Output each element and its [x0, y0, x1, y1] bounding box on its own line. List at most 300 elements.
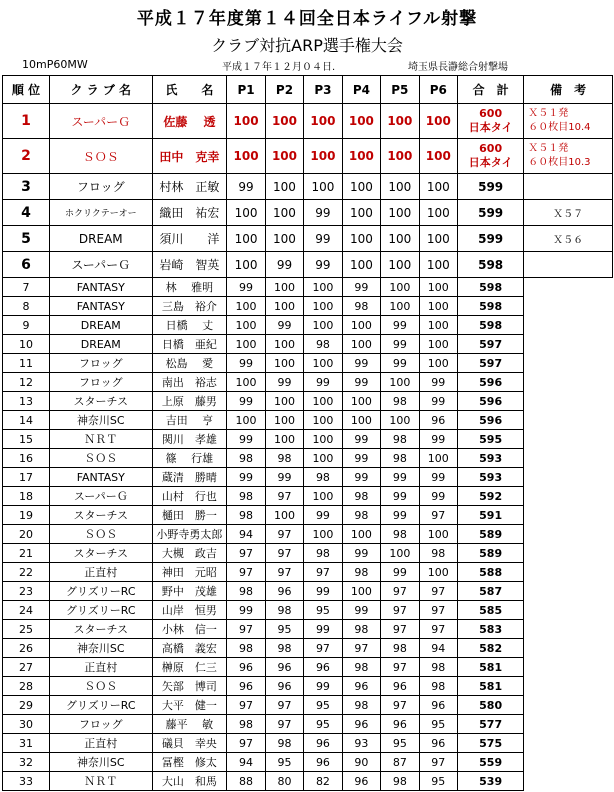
score-cell-p6: 100	[419, 449, 457, 468]
score-cell-p1: 94	[227, 525, 265, 544]
total-cell: 598	[458, 252, 524, 278]
note-cell	[524, 430, 613, 449]
total-cell: 575	[458, 734, 524, 753]
score-cell-p4: 100	[342, 104, 380, 139]
score-cell-p1: 97	[227, 696, 265, 715]
score-cell-p2: 100	[265, 411, 303, 430]
score-cell-p6: 99	[419, 468, 457, 487]
rank-cell: 21	[3, 544, 50, 563]
club-cell: グリズリーRC	[50, 696, 153, 715]
name-cell: 林 雅明	[152, 278, 227, 297]
score-cell-p6: 98	[419, 658, 457, 677]
club-cell: 神奈川SC	[50, 639, 153, 658]
club-cell: フロッグ	[50, 354, 153, 373]
event-venue: 埼玉県長瀞総合射撃場	[408, 62, 508, 73]
table-row	[3, 252, 613, 278]
table-row	[3, 658, 613, 677]
score-cell-p1: 98	[227, 449, 265, 468]
rank-cell: 23	[3, 582, 50, 601]
total-cell: 581	[458, 658, 524, 677]
table-row	[3, 753, 613, 772]
note-cell	[524, 139, 613, 174]
note-cell	[524, 411, 613, 430]
score-cell-p1: 100	[227, 252, 265, 278]
score-cell-p6: 100	[419, 174, 457, 200]
club-cell: フロッグ	[50, 373, 153, 392]
rank-cell: 17	[3, 468, 50, 487]
name-cell: 蔵清 勝晴	[152, 468, 227, 487]
rank-cell: 18	[3, 487, 50, 506]
rank-cell: 13	[3, 392, 50, 411]
score-cell-p6: 100	[419, 563, 457, 582]
total-cell: 587	[458, 582, 524, 601]
note-cell	[524, 487, 613, 506]
score-cell-p2: 98	[265, 734, 303, 753]
total-cell: 595	[458, 430, 524, 449]
rank-cell: 6	[3, 252, 50, 278]
score-cell-p1: 94	[227, 753, 265, 772]
score-cell-p3: 100	[304, 316, 342, 335]
club-cell: スターチス	[50, 506, 153, 525]
score-cell-p6: 100	[419, 139, 457, 174]
score-cell-p5: 97	[381, 696, 419, 715]
score-cell-p5: 100	[381, 411, 419, 430]
event-date: 平成１７年１２月０４日.	[222, 62, 336, 73]
total-cell: 589	[458, 544, 524, 563]
score-cell-p1: 98	[227, 639, 265, 658]
name-cell: 日橋 丈	[152, 316, 227, 335]
score-cell-p6: 99	[419, 430, 457, 449]
score-cell-p4: 99	[342, 601, 380, 620]
score-cell-p3: 95	[304, 715, 342, 734]
col-p5: P5	[381, 76, 419, 104]
score-cell-p1: 100	[227, 411, 265, 430]
score-cell-p4: 98	[342, 297, 380, 316]
score-cell-p5: 100	[381, 200, 419, 226]
score-cell-p4: 100	[342, 525, 380, 544]
score-cell-p2: 100	[265, 506, 303, 525]
total-value: 600	[479, 107, 503, 120]
score-cell-p2: 98	[265, 601, 303, 620]
note-cell	[524, 525, 613, 544]
name-cell: 野中 茂雄	[152, 582, 227, 601]
total-cell: 599	[458, 200, 524, 226]
score-cell-p2: 100	[265, 297, 303, 316]
results-table	[2, 75, 613, 791]
name-cell: 須川 洋	[152, 226, 227, 252]
score-cell-p2: 97	[265, 525, 303, 544]
score-cell-p3: 99	[304, 677, 342, 696]
score-cell-p1: 99	[227, 392, 265, 411]
name-cell: 大槻 政吉	[152, 544, 227, 563]
rank-cell: 1	[3, 104, 50, 139]
total-cell: 591	[458, 506, 524, 525]
total-cell: 596	[458, 411, 524, 430]
club-cell: フロッグ	[50, 174, 153, 200]
score-cell-p5: 98	[381, 430, 419, 449]
score-cell-p3: 96	[304, 658, 342, 677]
score-cell-p4: 98	[342, 658, 380, 677]
score-cell-p6: 98	[419, 544, 457, 563]
club-cell: DREAM	[50, 335, 153, 354]
score-cell-p1: 98	[227, 582, 265, 601]
score-cell-p5: 100	[381, 297, 419, 316]
score-cell-p5: 100	[381, 278, 419, 297]
club-cell: ＳＯＳ	[50, 525, 153, 544]
club-cell: ＮＲＴ	[50, 772, 153, 791]
score-cell-p6: 95	[419, 715, 457, 734]
score-cell-p3: 100	[304, 449, 342, 468]
total-cell: 599	[458, 226, 524, 252]
score-cell-p3: 100	[304, 525, 342, 544]
table-row	[3, 696, 613, 715]
total-cell: 582	[458, 639, 524, 658]
score-cell-p6: 99	[419, 487, 457, 506]
note-cell	[524, 620, 613, 639]
score-cell-p2: 98	[265, 449, 303, 468]
score-cell-p1: 99	[227, 430, 265, 449]
note-cell	[524, 252, 613, 278]
name-cell: 吉田 亨	[152, 411, 227, 430]
score-cell-p3: 100	[304, 174, 342, 200]
score-cell-p5: 98	[381, 639, 419, 658]
rank-cell: 27	[3, 658, 50, 677]
table-row	[3, 316, 613, 335]
table-row	[3, 620, 613, 639]
total-cell	[458, 139, 524, 174]
col-p1: P1	[227, 76, 265, 104]
score-cell-p6: 97	[419, 620, 457, 639]
name-cell: 松島 愛	[152, 354, 227, 373]
score-cell-p3: 97	[304, 639, 342, 658]
total-value: 600	[479, 142, 503, 155]
score-cell-p5: 98	[381, 772, 419, 791]
table-row	[3, 226, 613, 252]
rank-cell: 8	[3, 297, 50, 316]
rank-cell: 9	[3, 316, 50, 335]
page-subtitle: クラブ対抗ARP選手権大会	[211, 36, 403, 55]
table-row	[3, 487, 613, 506]
rank-cell: 4	[3, 200, 50, 226]
rank-cell: 16	[3, 449, 50, 468]
score-cell-p4: 98	[342, 487, 380, 506]
score-cell-p4: 100	[342, 252, 380, 278]
header-row	[3, 76, 613, 104]
name-cell: 山岸 恒男	[152, 601, 227, 620]
total-cell: 592	[458, 487, 524, 506]
name-cell: 岩崎 智英	[152, 252, 227, 278]
score-cell-p5: 96	[381, 677, 419, 696]
score-cell-p3: 100	[304, 487, 342, 506]
score-cell-p1: 99	[227, 468, 265, 487]
table-row	[3, 525, 613, 544]
total-cell: 583	[458, 620, 524, 639]
score-cell-p3: 97	[304, 563, 342, 582]
note-cell	[524, 278, 613, 297]
score-cell-p2: 95	[265, 753, 303, 772]
rank-cell: 24	[3, 601, 50, 620]
note-cell	[524, 772, 613, 791]
table-row	[3, 200, 613, 226]
score-cell-p1: 96	[227, 658, 265, 677]
note-cell	[524, 734, 613, 753]
table-row	[3, 373, 613, 392]
club-cell: フロッグ	[50, 715, 153, 734]
score-cell-p6: 96	[419, 696, 457, 715]
score-cell-p1: 99	[227, 174, 265, 200]
score-cell-p4: 100	[342, 174, 380, 200]
club-cell: ホクリクテーオー	[50, 200, 153, 226]
score-cell-p4: 100	[342, 139, 380, 174]
score-cell-p2: 100	[265, 278, 303, 297]
club-cell: ＮＲＴ	[50, 430, 153, 449]
name-cell: 山村 行也	[152, 487, 227, 506]
name-cell: 三島 裕介	[152, 297, 227, 316]
score-cell-p2: 96	[265, 658, 303, 677]
table-row	[3, 354, 613, 373]
total-cell: 577	[458, 715, 524, 734]
score-cell-p3: 98	[304, 544, 342, 563]
score-cell-p2: 99	[265, 252, 303, 278]
table-row	[3, 734, 613, 753]
col-rank: 順 位	[3, 76, 50, 104]
rank-cell: 28	[3, 677, 50, 696]
event-code: 10mP60MW	[22, 58, 88, 71]
club-cell: FANTASY	[50, 297, 153, 316]
note-cell	[524, 639, 613, 658]
score-cell-p4: 98	[342, 696, 380, 715]
score-cell-p5: 98	[381, 392, 419, 411]
score-cell-p4: 99	[342, 430, 380, 449]
score-cell-p2: 97	[265, 715, 303, 734]
score-cell-p2: 97	[265, 563, 303, 582]
total-cell: 585	[458, 601, 524, 620]
note-cell	[524, 582, 613, 601]
col-club: ク ラ ブ 名	[50, 76, 153, 104]
score-cell-p1: 100	[227, 139, 265, 174]
col-p3: P3	[304, 76, 342, 104]
tie-label: 日本タイ	[468, 121, 513, 134]
score-cell-p1: 98	[227, 487, 265, 506]
score-cell-p6: 100	[419, 354, 457, 373]
table-row	[3, 104, 613, 139]
note-cell	[524, 468, 613, 487]
score-cell-p6: 97	[419, 753, 457, 772]
score-cell-p2: 100	[265, 104, 303, 139]
rank-cell: 7	[3, 278, 50, 297]
score-cell-p3: 99	[304, 252, 342, 278]
table-row	[3, 639, 613, 658]
name-cell: 矢部 博司	[152, 677, 227, 696]
table-row	[3, 174, 613, 200]
table-row	[3, 582, 613, 601]
score-cell-p2: 97	[265, 696, 303, 715]
score-cell-p6: 97	[419, 601, 457, 620]
score-cell-p1: 98	[227, 506, 265, 525]
score-cell-p2: 100	[265, 174, 303, 200]
score-cell-p3: 99	[304, 506, 342, 525]
table-row	[3, 449, 613, 468]
col-total: 合 計	[458, 76, 524, 104]
note-cell	[524, 715, 613, 734]
score-cell-p3: 100	[304, 297, 342, 316]
score-cell-p4: 90	[342, 753, 380, 772]
note-cell	[524, 601, 613, 620]
note-cell	[524, 506, 613, 525]
score-cell-p4: 93	[342, 734, 380, 753]
score-cell-p3: 96	[304, 734, 342, 753]
total-cell: 589	[458, 525, 524, 544]
score-cell-p2: 97	[265, 544, 303, 563]
score-cell-p5: 97	[381, 620, 419, 639]
score-cell-p5: 99	[381, 468, 419, 487]
name-cell: 村林 正敏	[152, 174, 227, 200]
score-cell-p2: 96	[265, 677, 303, 696]
score-cell-p4: 97	[342, 639, 380, 658]
rank-cell: 29	[3, 696, 50, 715]
score-cell-p1: 100	[227, 335, 265, 354]
score-cell-p3: 100	[304, 139, 342, 174]
club-cell: ＳＯＳ	[50, 449, 153, 468]
club-cell: 正直村	[50, 563, 153, 582]
score-cell-p5: 99	[381, 316, 419, 335]
score-cell-p3: 100	[304, 278, 342, 297]
score-cell-p3: 99	[304, 620, 342, 639]
total-cell: 598	[458, 297, 524, 316]
col-p6: P6	[419, 76, 457, 104]
club-cell: スターチス	[50, 392, 153, 411]
score-cell-p2: 96	[265, 582, 303, 601]
name-cell: 関川 孝雄	[152, 430, 227, 449]
club-cell: グリズリーRC	[50, 601, 153, 620]
score-cell-p4: 100	[342, 316, 380, 335]
table-row	[3, 468, 613, 487]
table-row	[3, 411, 613, 430]
score-cell-p2: 99	[265, 373, 303, 392]
name-cell: 小野寺勇太郎	[152, 525, 227, 544]
score-cell-p5: 100	[381, 544, 419, 563]
score-cell-p3: 100	[304, 104, 342, 139]
score-cell-p5: 95	[381, 734, 419, 753]
note-line: Ｘ５１発	[528, 108, 569, 119]
name-cell: 大山 和馬	[152, 772, 227, 791]
note-cell	[524, 392, 613, 411]
score-cell-p5: 98	[381, 525, 419, 544]
score-cell-p6: 100	[419, 200, 457, 226]
table-row	[3, 601, 613, 620]
note-cell	[524, 563, 613, 582]
total-cell: 559	[458, 753, 524, 772]
club-cell: ＳＯＳ	[50, 677, 153, 696]
club-cell: スーパーＧ	[50, 487, 153, 506]
note-cell	[524, 316, 613, 335]
score-cell-p4: 99	[342, 449, 380, 468]
rank-cell: 22	[3, 563, 50, 582]
score-cell-p4: 98	[342, 563, 380, 582]
name-cell: 田中 克幸	[152, 139, 227, 174]
score-cell-p5: 99	[381, 563, 419, 582]
score-cell-p2: 100	[265, 354, 303, 373]
tie-label: 日本タイ	[468, 156, 513, 169]
total-cell: 597	[458, 354, 524, 373]
note-cell	[524, 449, 613, 468]
total-cell	[458, 104, 524, 139]
score-cell-p5: 97	[381, 582, 419, 601]
note-cell	[524, 297, 613, 316]
note-cell	[524, 104, 613, 139]
score-cell-p6: 98	[419, 677, 457, 696]
score-cell-p4: 98	[342, 506, 380, 525]
score-cell-p4: 100	[342, 392, 380, 411]
rank-cell: 31	[3, 734, 50, 753]
table-row	[3, 430, 613, 449]
score-cell-p1: 100	[227, 297, 265, 316]
club-cell: 正直村	[50, 658, 153, 677]
score-cell-p6: 99	[419, 392, 457, 411]
total-cell: 593	[458, 449, 524, 468]
table-row	[3, 544, 613, 563]
total-cell: 539	[458, 772, 524, 791]
club-cell: 神奈川SC	[50, 411, 153, 430]
score-cell-p5: 100	[381, 373, 419, 392]
name-cell: 佐藤 透	[152, 104, 227, 139]
score-cell-p2: 98	[265, 639, 303, 658]
table-row	[3, 335, 613, 354]
score-cell-p4: 96	[342, 772, 380, 791]
total-cell: 597	[458, 335, 524, 354]
score-cell-p4: 99	[342, 354, 380, 373]
score-cell-p5: 87	[381, 753, 419, 772]
score-cell-p4: 100	[342, 335, 380, 354]
total-cell: 598	[458, 316, 524, 335]
club-cell: スーパーＧ	[50, 104, 153, 139]
score-cell-p5: 99	[381, 487, 419, 506]
rank-cell: 26	[3, 639, 50, 658]
score-cell-p6: 100	[419, 335, 457, 354]
rank-cell: 11	[3, 354, 50, 373]
score-cell-p3: 99	[304, 226, 342, 252]
score-cell-p5: 100	[381, 104, 419, 139]
score-cell-p2: 100	[265, 139, 303, 174]
note-cell	[524, 658, 613, 677]
club-cell: 神奈川SC	[50, 753, 153, 772]
score-cell-p1: 96	[227, 677, 265, 696]
score-cell-p6: 96	[419, 734, 457, 753]
score-cell-p4: 99	[342, 373, 380, 392]
note-cell	[524, 174, 613, 200]
name-cell: 篠 行雄	[152, 449, 227, 468]
rank-cell: 15	[3, 430, 50, 449]
total-cell: 599	[458, 174, 524, 200]
score-cell-p3: 95	[304, 601, 342, 620]
note-cell	[524, 696, 613, 715]
score-cell-p2: 97	[265, 487, 303, 506]
score-cell-p1: 100	[227, 373, 265, 392]
score-cell-p5: 100	[381, 252, 419, 278]
score-cell-p6: 100	[419, 316, 457, 335]
score-cell-p3: 100	[304, 430, 342, 449]
table-row	[3, 297, 613, 316]
rank-cell: 20	[3, 525, 50, 544]
table-row	[3, 278, 613, 297]
score-cell-p5: 100	[381, 139, 419, 174]
name-cell: 榊原 仁三	[152, 658, 227, 677]
score-cell-p1: 99	[227, 601, 265, 620]
score-cell-p2: 80	[265, 772, 303, 791]
score-cell-p1: 99	[227, 278, 265, 297]
note-cell	[524, 373, 613, 392]
col-name: 氏 名	[152, 76, 227, 104]
